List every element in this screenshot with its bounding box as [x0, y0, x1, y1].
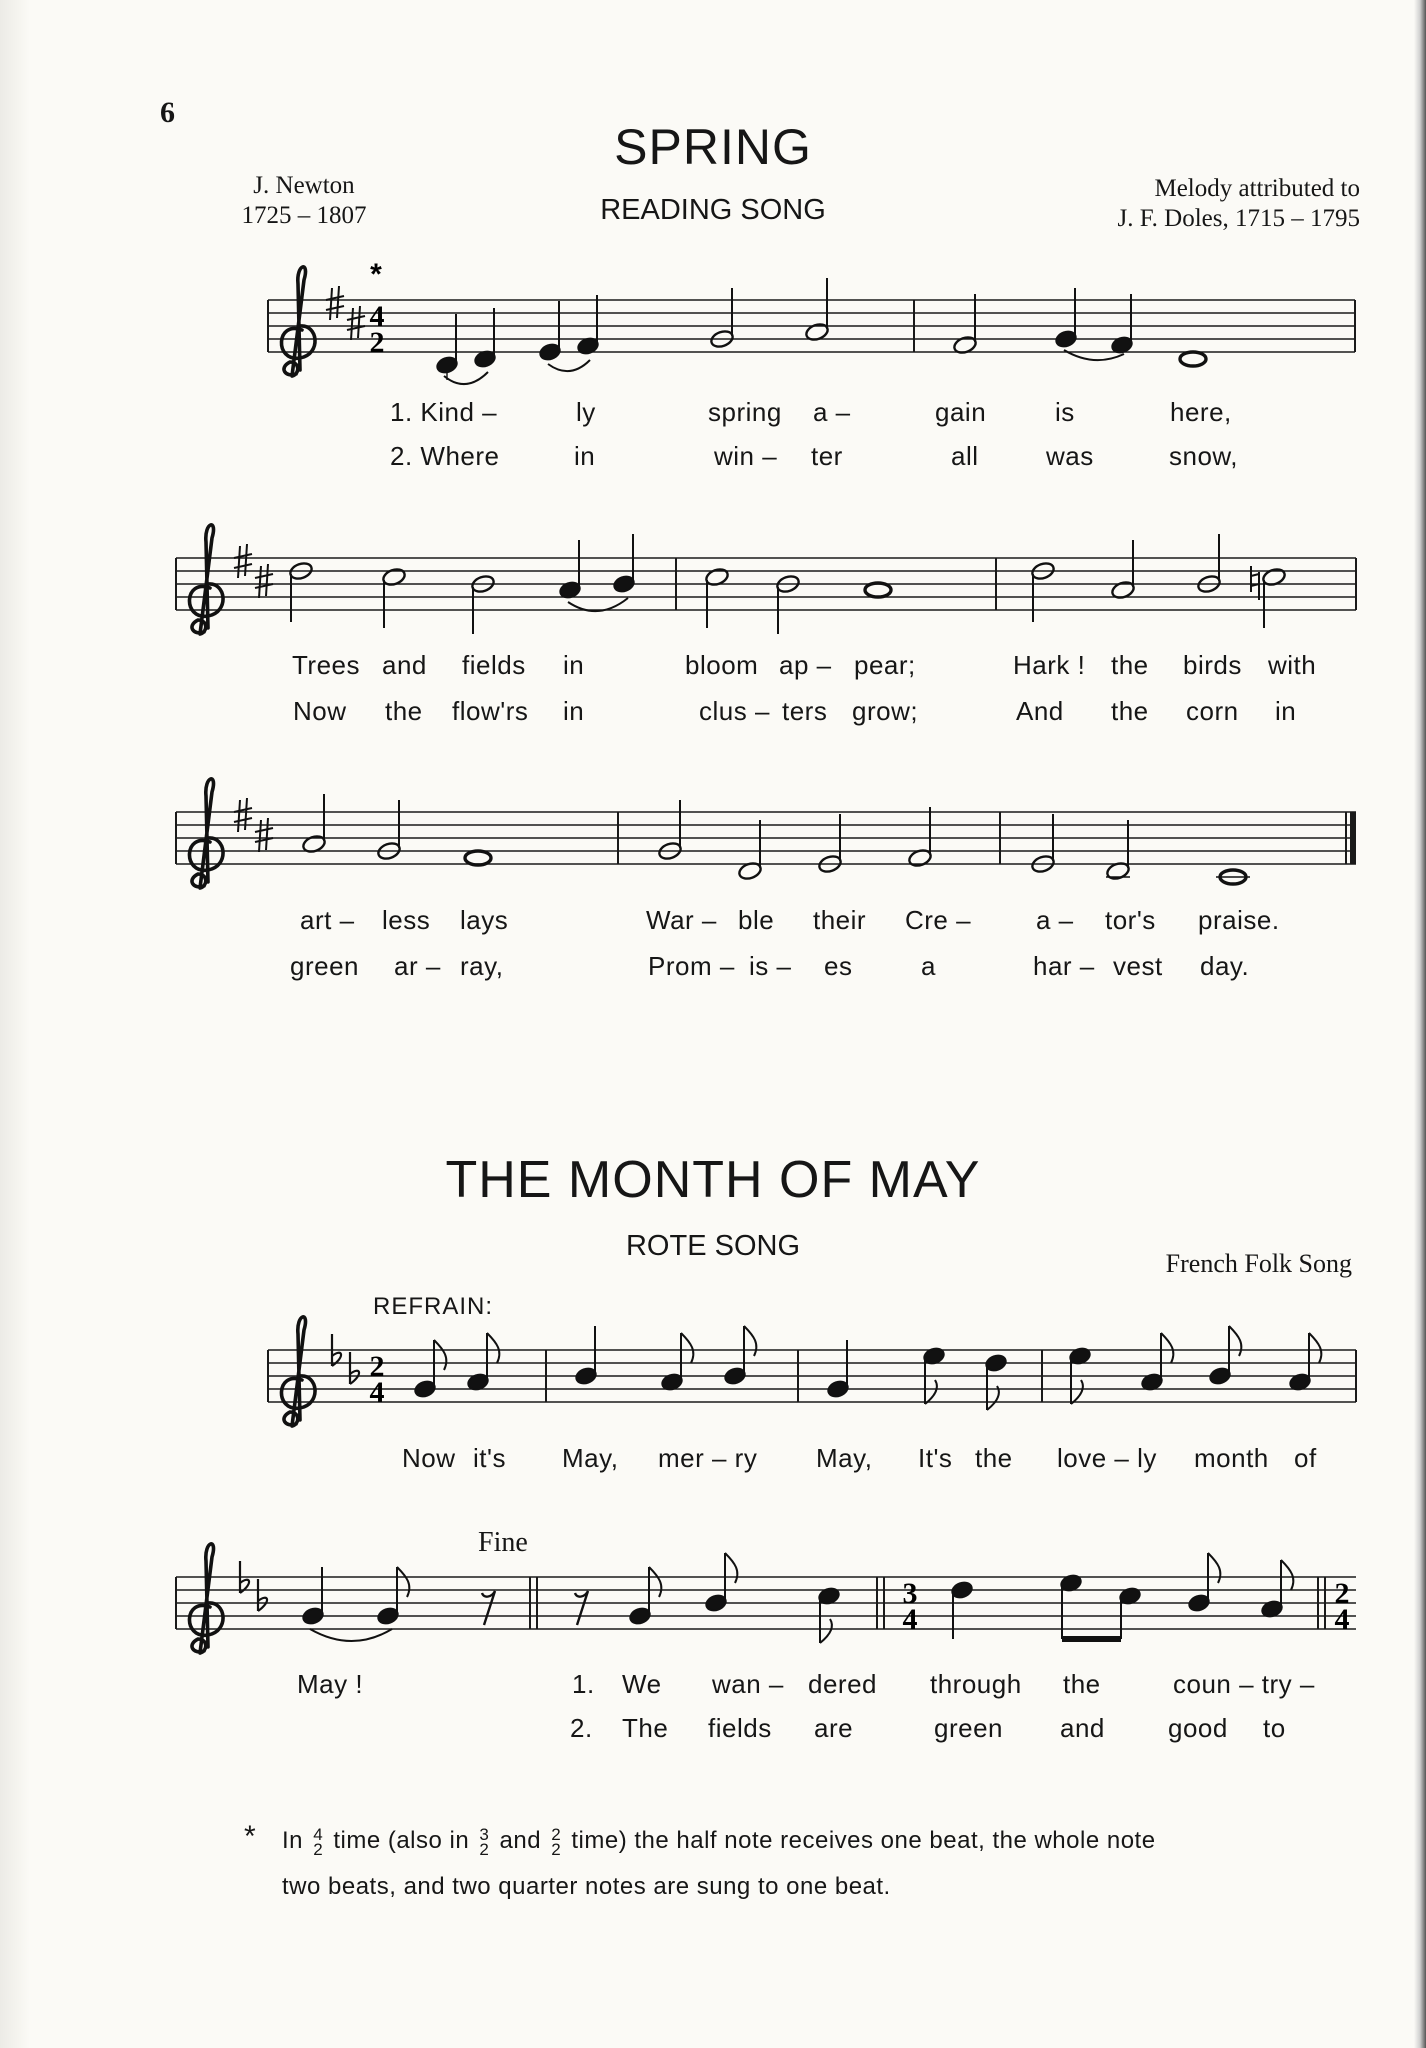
lyric-syllable: win –: [714, 441, 778, 471]
slur: [568, 598, 628, 611]
fraction-top: 3: [479, 1824, 490, 1844]
song-subtitle-reading-song: READING SONG: [600, 194, 826, 226]
lyric-syllable: was: [1046, 441, 1094, 471]
lyric-syllable: the: [1063, 1669, 1101, 1699]
lyric-syllable: in: [563, 696, 585, 726]
lyric-syllable: praise.: [1198, 905, 1280, 935]
slur: [310, 1629, 392, 1641]
lyric-syllable: tor's: [1105, 905, 1156, 935]
staff-lines: [176, 1577, 1356, 1629]
lyric-syllable: green: [934, 1713, 1003, 1743]
lyric-syllable: 2.: [570, 1713, 593, 1743]
lyric-syllable: ters: [782, 696, 828, 726]
lyrics-line-3-verse-1: [0, 905, 1426, 939]
footnote: [244, 1818, 1352, 1910]
lyricist-name: J. Newton: [253, 172, 355, 199]
lyric-syllable: fields: [708, 1713, 772, 1743]
notes: [413, 1326, 1321, 1410]
lyric-syllable: day.: [1200, 951, 1250, 981]
lyric-syllable: Cre –: [905, 905, 972, 935]
lyric-syllable: all: [951, 441, 979, 471]
page-number: 6: [160, 96, 175, 129]
lyric-syllable: dered: [808, 1669, 877, 1699]
lyric-syllable: ble: [738, 905, 775, 935]
lyric-syllable: it's: [473, 1443, 506, 1473]
slur: [548, 360, 590, 371]
lyric-syllable: May,: [816, 1443, 873, 1473]
lyric-syllable: ar –: [394, 951, 441, 981]
lyrics-line-2-verse-2: [0, 696, 1426, 730]
lyric-syllable: in: [574, 441, 596, 471]
time-fraction: [313, 1824, 324, 1859]
composer-line-2: J. F. Doles, 1715 – 1795: [1117, 205, 1360, 232]
lyric-syllable: is: [1055, 397, 1075, 427]
refrain-label: REFRAIN:: [373, 1293, 494, 1320]
lyric-syllable: es: [824, 951, 853, 981]
eighth-rest-icon: [575, 1591, 588, 1625]
lyric-syllable: and: [382, 650, 427, 680]
lyric-syllable: 1. Kind –: [390, 397, 498, 427]
lyric-syllable: War –: [646, 905, 717, 935]
time-signature-bottom: 2: [369, 326, 385, 359]
lyricist-credit: [224, 171, 384, 231]
time-fraction: [479, 1824, 490, 1859]
lyrics-line-1-verse-1: [0, 397, 1426, 431]
music-staff-1: [0, 250, 1426, 400]
lyric-syllable: Trees: [292, 650, 360, 680]
time-signature-change-top: 3: [902, 1577, 918, 1610]
fraction-top: 2: [551, 1824, 562, 1844]
lyric-syllable: 2. Where: [390, 441, 500, 471]
lyric-syllable: lays: [460, 905, 509, 935]
lyric-syllable: And: [1016, 696, 1064, 726]
footnote-text: time) the half note receives one beat, the whole note: [571, 1827, 1156, 1854]
lyric-syllable: their: [813, 905, 867, 935]
slur: [444, 372, 488, 384]
lyric-syllable: har –: [1033, 951, 1095, 981]
lyric-syllable: ly: [576, 397, 596, 427]
lyric-syllable: ray,: [460, 951, 504, 981]
composer-credit: [1060, 174, 1360, 234]
lyric-syllable: the: [1111, 650, 1149, 680]
lyric-syllable: It's: [918, 1443, 953, 1473]
fraction-bottom: 2: [479, 1839, 490, 1859]
lyric-syllable: ter: [811, 441, 843, 471]
lyric-syllable: mer – ry: [658, 1443, 758, 1473]
fraction-bottom: 2: [313, 1839, 324, 1859]
footnote-asterisk-marker: *: [370, 258, 382, 291]
lyric-syllable: pear;: [854, 650, 916, 680]
lyrics-line-5-verse-2: [0, 1713, 1426, 1747]
time-signature-top: 2: [369, 1350, 385, 1383]
lyrics-line-1-verse-2: [0, 441, 1426, 475]
lyric-syllable: through: [930, 1669, 1022, 1699]
lyric-syllable: with: [1268, 650, 1317, 680]
treble-clef-icon: [189, 525, 223, 634]
lyric-syllable: a –: [813, 397, 851, 427]
music-staff-2: [0, 508, 1426, 658]
lyric-syllable: a –: [1036, 905, 1074, 935]
lyric-syllable: in: [563, 650, 585, 680]
lyric-syllable: good: [1168, 1713, 1228, 1743]
time-signature-change-bottom: 4: [902, 1603, 918, 1636]
lyric-syllable: of: [1294, 1443, 1317, 1473]
music-staff-4: [0, 1300, 1426, 1450]
lyric-syllable: month: [1194, 1443, 1269, 1473]
lyric-syllable: May,: [562, 1443, 619, 1473]
lyric-syllable: Hark !: [1013, 650, 1086, 680]
lyric-syllable: green: [290, 951, 359, 981]
lyric-syllable: wan –: [712, 1669, 784, 1699]
music-staff-5: [0, 1527, 1426, 1677]
footnote-line-1: [252, 1818, 1352, 1864]
lyrics-line-4-refrain: [0, 1443, 1426, 1477]
lyrics-line-5-verse-1: [0, 1669, 1426, 1703]
music-staff-3: [0, 762, 1426, 912]
lyric-syllable: flow'rs: [452, 696, 529, 726]
lyric-syllable: ap –: [779, 650, 832, 680]
lyric-syllable: snow,: [1169, 441, 1238, 471]
lyric-syllable: vest: [1113, 951, 1163, 981]
song-subtitle-rote-song: ROTE SONG: [625, 1230, 800, 1262]
song-title-month-of-may: THE MONTH OF MAY: [445, 1151, 981, 1209]
lyric-syllable: to: [1263, 1713, 1286, 1743]
lyric-syllable: We: [622, 1669, 662, 1699]
footnote-text: time (also in: [333, 1827, 470, 1854]
treble-clef-icon: [189, 779, 223, 888]
lyric-syllable: bloom: [685, 650, 759, 680]
footnote-text: In: [282, 1827, 304, 1854]
footnote-text: and: [499, 1827, 542, 1854]
treble-clef-icon: [189, 1544, 223, 1653]
footnote-asterisk: *: [244, 1820, 257, 1853]
eighth-rest-icon: [482, 1591, 495, 1625]
lyric-syllable: birds: [1183, 650, 1242, 680]
lyric-syllable: the: [975, 1443, 1013, 1473]
whole-note: [465, 851, 491, 865]
notes: [435, 278, 1206, 384]
treble-clef-icon: [281, 1317, 315, 1426]
time-fraction: [551, 1824, 562, 1859]
time-signature-return-bottom: 4: [1334, 1603, 1350, 1636]
song-title-spring: SPRING: [614, 119, 812, 175]
lyrics-line-3-verse-2: [0, 951, 1426, 985]
staff-lines: [176, 812, 1356, 864]
time-signature-top: 4: [369, 300, 385, 333]
lyric-syllable: the: [385, 696, 423, 726]
fraction-bottom: 2: [551, 1839, 562, 1859]
staff-lines: [176, 558, 1356, 610]
lyric-syllable: love – ly: [1057, 1443, 1157, 1473]
composer-line-1: Melody attributed to: [1154, 175, 1360, 202]
notes: [301, 794, 1250, 884]
lyric-syllable: a: [921, 951, 936, 981]
lyric-syllable: The: [622, 1713, 669, 1743]
lyric-syllable: coun – try –: [1173, 1669, 1315, 1699]
lyric-syllable: gain: [935, 397, 987, 427]
lyrics-line-2-verse-1: [0, 650, 1426, 684]
whole-note: [865, 583, 891, 597]
lyric-syllable: the: [1111, 696, 1149, 726]
lyric-syllable: Now: [402, 1443, 456, 1473]
lyric-syllable: and: [1060, 1713, 1105, 1743]
lyric-syllable: Prom –: [648, 951, 735, 981]
lyric-syllable: spring: [708, 397, 782, 427]
time-signature-return-top: 2: [1334, 1577, 1350, 1610]
lyric-syllable: less: [382, 905, 431, 935]
composer-credit-french-folk-song: French Folk Song: [1165, 1249, 1352, 1278]
lyric-syllable: is –: [749, 951, 792, 981]
lyric-syllable: clus –: [699, 696, 770, 726]
lyric-syllable: corn: [1186, 696, 1239, 726]
lyricist-years: 1725 – 1807: [241, 202, 367, 229]
lyric-syllable: here,: [1170, 397, 1232, 427]
lyric-syllable: art –: [300, 905, 355, 935]
lyric-syllable: fields: [462, 650, 526, 680]
lyric-syllable: are: [814, 1713, 854, 1743]
lyric-syllable: May !: [297, 1669, 364, 1699]
whole-note: [1180, 352, 1206, 366]
lyric-syllable: in: [1275, 696, 1297, 726]
lyric-syllable: grow;: [852, 696, 919, 726]
fine-label: Fine: [478, 1527, 528, 1558]
footnote-line-2: two beats, and two quarter notes are sung to one beat.: [282, 1873, 891, 1900]
lyric-syllable: 1.: [572, 1669, 595, 1699]
fraction-top: 4: [313, 1824, 324, 1844]
lyric-syllable: Now: [293, 696, 347, 726]
time-signature-bottom: 4: [369, 1376, 385, 1409]
treble-clef-icon: [281, 267, 315, 376]
